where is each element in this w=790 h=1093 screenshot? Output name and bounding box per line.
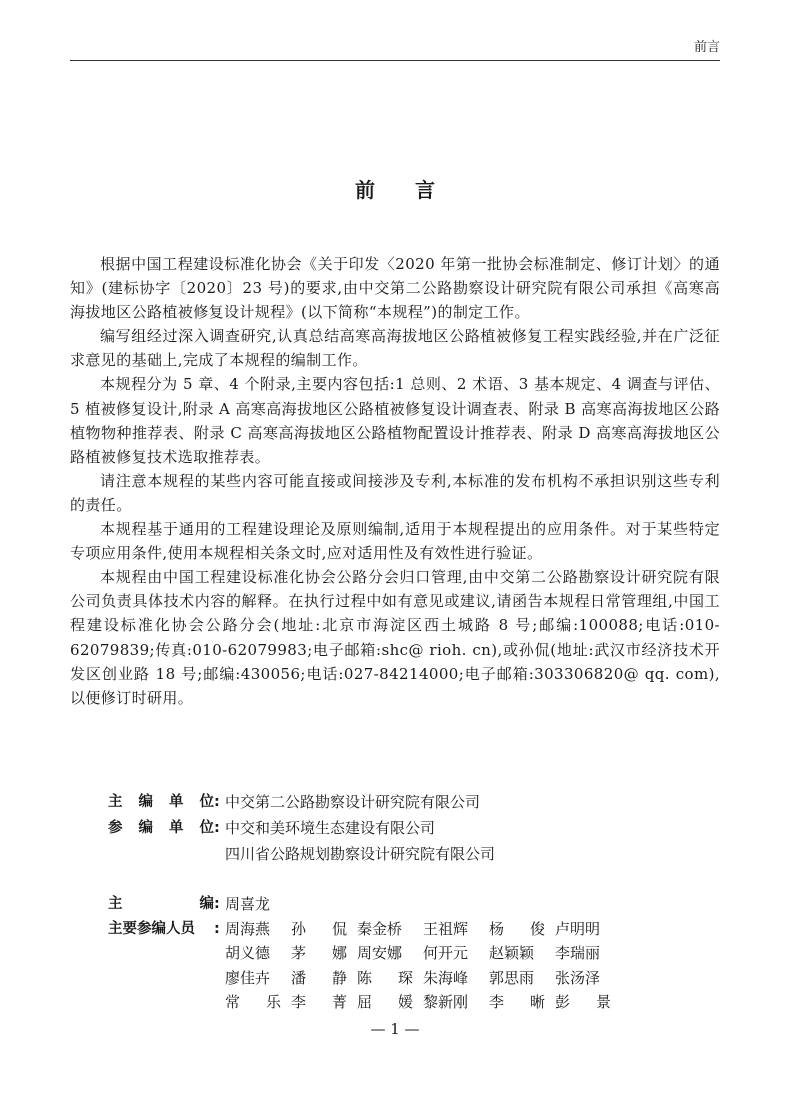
participant-name [489,917,545,942]
participant-name: 李瑞丽 [555,944,601,962]
paragraph: 请注意本规程的某些内容可能直接或间接涉及专利,本标准的发布机构不承担识别这些专利的责任。 [70,471,720,514]
participating-units-values [223,815,495,867]
name-char: 琛 [397,968,413,987]
label-char: 参 [108,820,123,836]
label-char: 主 [108,896,123,912]
page-number: — 1 — [370,1020,420,1038]
participant-name: 朱海峰 [423,968,469,987]
title-char-1: 前 [355,178,375,202]
chief-editor-label [108,892,223,917]
participant-name: 何开元 [423,944,469,962]
name-char: 菁 [331,993,347,1011]
participant-name: 王祖辉 [423,919,469,938]
org-name: 中交和美环境生态建设有限公司 [225,819,436,837]
name-char: 孙 [291,919,307,938]
name-char: 侃 [331,919,347,938]
participant-name: 周安娜 [357,944,403,962]
label-char: 位 [199,794,214,810]
name-char: 杨 [489,919,505,938]
label-char: 主 [108,794,123,810]
participant-name [357,990,413,1015]
name-char: 景 [595,993,611,1011]
organization-list [108,789,496,863]
participant-name [291,990,347,1015]
name-char: 常 [225,993,241,1011]
participant-name: 秦金桥 [357,919,403,938]
label-char: 位 [199,820,214,836]
chief-editor-row [108,892,621,917]
name-char: 陈 [357,968,373,987]
paragraph: 本规程基于通用的工程建设理论及原则编制,适用于本规程提出的应用条件。对于某些特定专项应用条件,使用本规程相关条文时,应对适用性及有效性进行验证。 [70,520,720,563]
label-char: 单 [169,820,184,836]
label-char: 单 [169,794,184,810]
participant-name: 黎新刚 [423,993,469,1011]
name-char: 媛 [397,993,413,1011]
org-name: 中交第二公路勘察设计研究院有限公司 [225,793,481,811]
name-char: 晰 [529,993,545,1011]
name-char: 乐 [265,993,281,1011]
chief-unit-label [108,789,223,815]
name-char: 李 [291,993,307,1011]
participant-name: 郭思雨 [489,968,535,987]
participant-name: 张汤泽 [555,968,601,987]
title-char-2: 言 [415,178,435,202]
label-colon: : [214,896,220,912]
paragraph: 根据中国工程建设标准化协会《关于印发〈2020 年第一批协会标准制定、修订计划〉的通知》(建标协字〔2020〕23 号)的要求,由中交第二公路勘察设计研究院有限公司承担《高寒高海拔地区公路植被修复设计规程》(以下简称“本规程”)的制定工作。 [70,255,720,322]
participant-name: 卢明明 [555,919,601,938]
name-char: 娜 [331,944,347,962]
participant-name: 胡义德 [225,944,271,962]
name-char: 茅 [291,944,307,962]
name-char: 彭 [555,993,571,1011]
participant-name: 周海燕 [225,919,271,938]
chief-editor-name: 周喜龙 [225,895,271,913]
participant-name [291,966,347,991]
participant-name [357,966,413,991]
paragraph: 本规程分为 5 章、4 个附录,主要内容包括:1 总则、2 术语、3 基本规定、4 调查与评估、5 植被修复设计,附录 A 高寒高海拔地区公路植被修复设计调查表、附录 B 高寒高海拔地区公路植物物种推荐表、附录 C 高寒高海拔地区公路植物配置设计推荐表、附录 D 高寒高海拔地区公路植被修复技术选取推荐表。 [70,375,720,466]
participant-name [225,990,281,1015]
running-header: 前言 [693,40,720,55]
name-char: 俊 [529,919,545,938]
name-char: 潘 [291,968,307,987]
participant-name [291,917,347,942]
people-list [108,892,621,1015]
participant-name: 廖佳卉 [225,968,271,987]
main-participants-row [108,917,621,1015]
participant-names [223,917,621,1015]
participant-name [555,990,611,1015]
paragraph: 本规程由中国工程建设标准化协会公路分会归口管理,由中交第二公路勘察设计研究院有限公司负责具体技术内容的解释。在执行过程中如有意见或建议,请函告本规程日常管理组,中国工程建设标准化协会公路分会(地址:北京市海淀区西土城路 8 号;邮编:100088;电话:010-62079839;传真:010-62079983;电子邮箱:shc@ rioh. cn),或孙侃(地址:武汉市经济技术开发区创业路 18 号;邮编:430056;电话:027-84214000;电子邮箱:303306820@ qq. com),以便修订时研用。 [70,568,720,707]
name-char: 屈 [357,993,373,1011]
participant-name [489,990,545,1015]
page-title [0,174,790,203]
name-char: 静 [331,968,347,987]
label-text: 主要参编人员 [108,920,195,937]
name-char: 李 [489,993,505,1011]
chief-unit-row [108,789,495,815]
main-participants-label [108,917,223,942]
paragraph: 编写组经过深入调查研究,认真总结高寒高海拔地区公路植被修复工程实践经验,并在广泛征求意见的基础上,完成了本规程的编制工作。 [70,327,720,370]
label-colon: : [214,920,220,937]
participating-units-row [108,815,496,863]
label-char: 编 [138,820,153,836]
chief-unit-value [223,789,480,815]
header-rule [70,60,720,61]
label-char: 编 [199,896,214,912]
participating-units-label [108,815,223,841]
participant-name: 赵颖颖 [489,944,535,962]
org-name: 四川省公路规划勘察设计研究院有限公司 [225,845,496,863]
preface-body [70,252,720,710]
label-colon: : [214,820,220,836]
label-colon: : [214,794,220,810]
participant-name [291,941,347,966]
label-char: 编 [138,794,153,810]
